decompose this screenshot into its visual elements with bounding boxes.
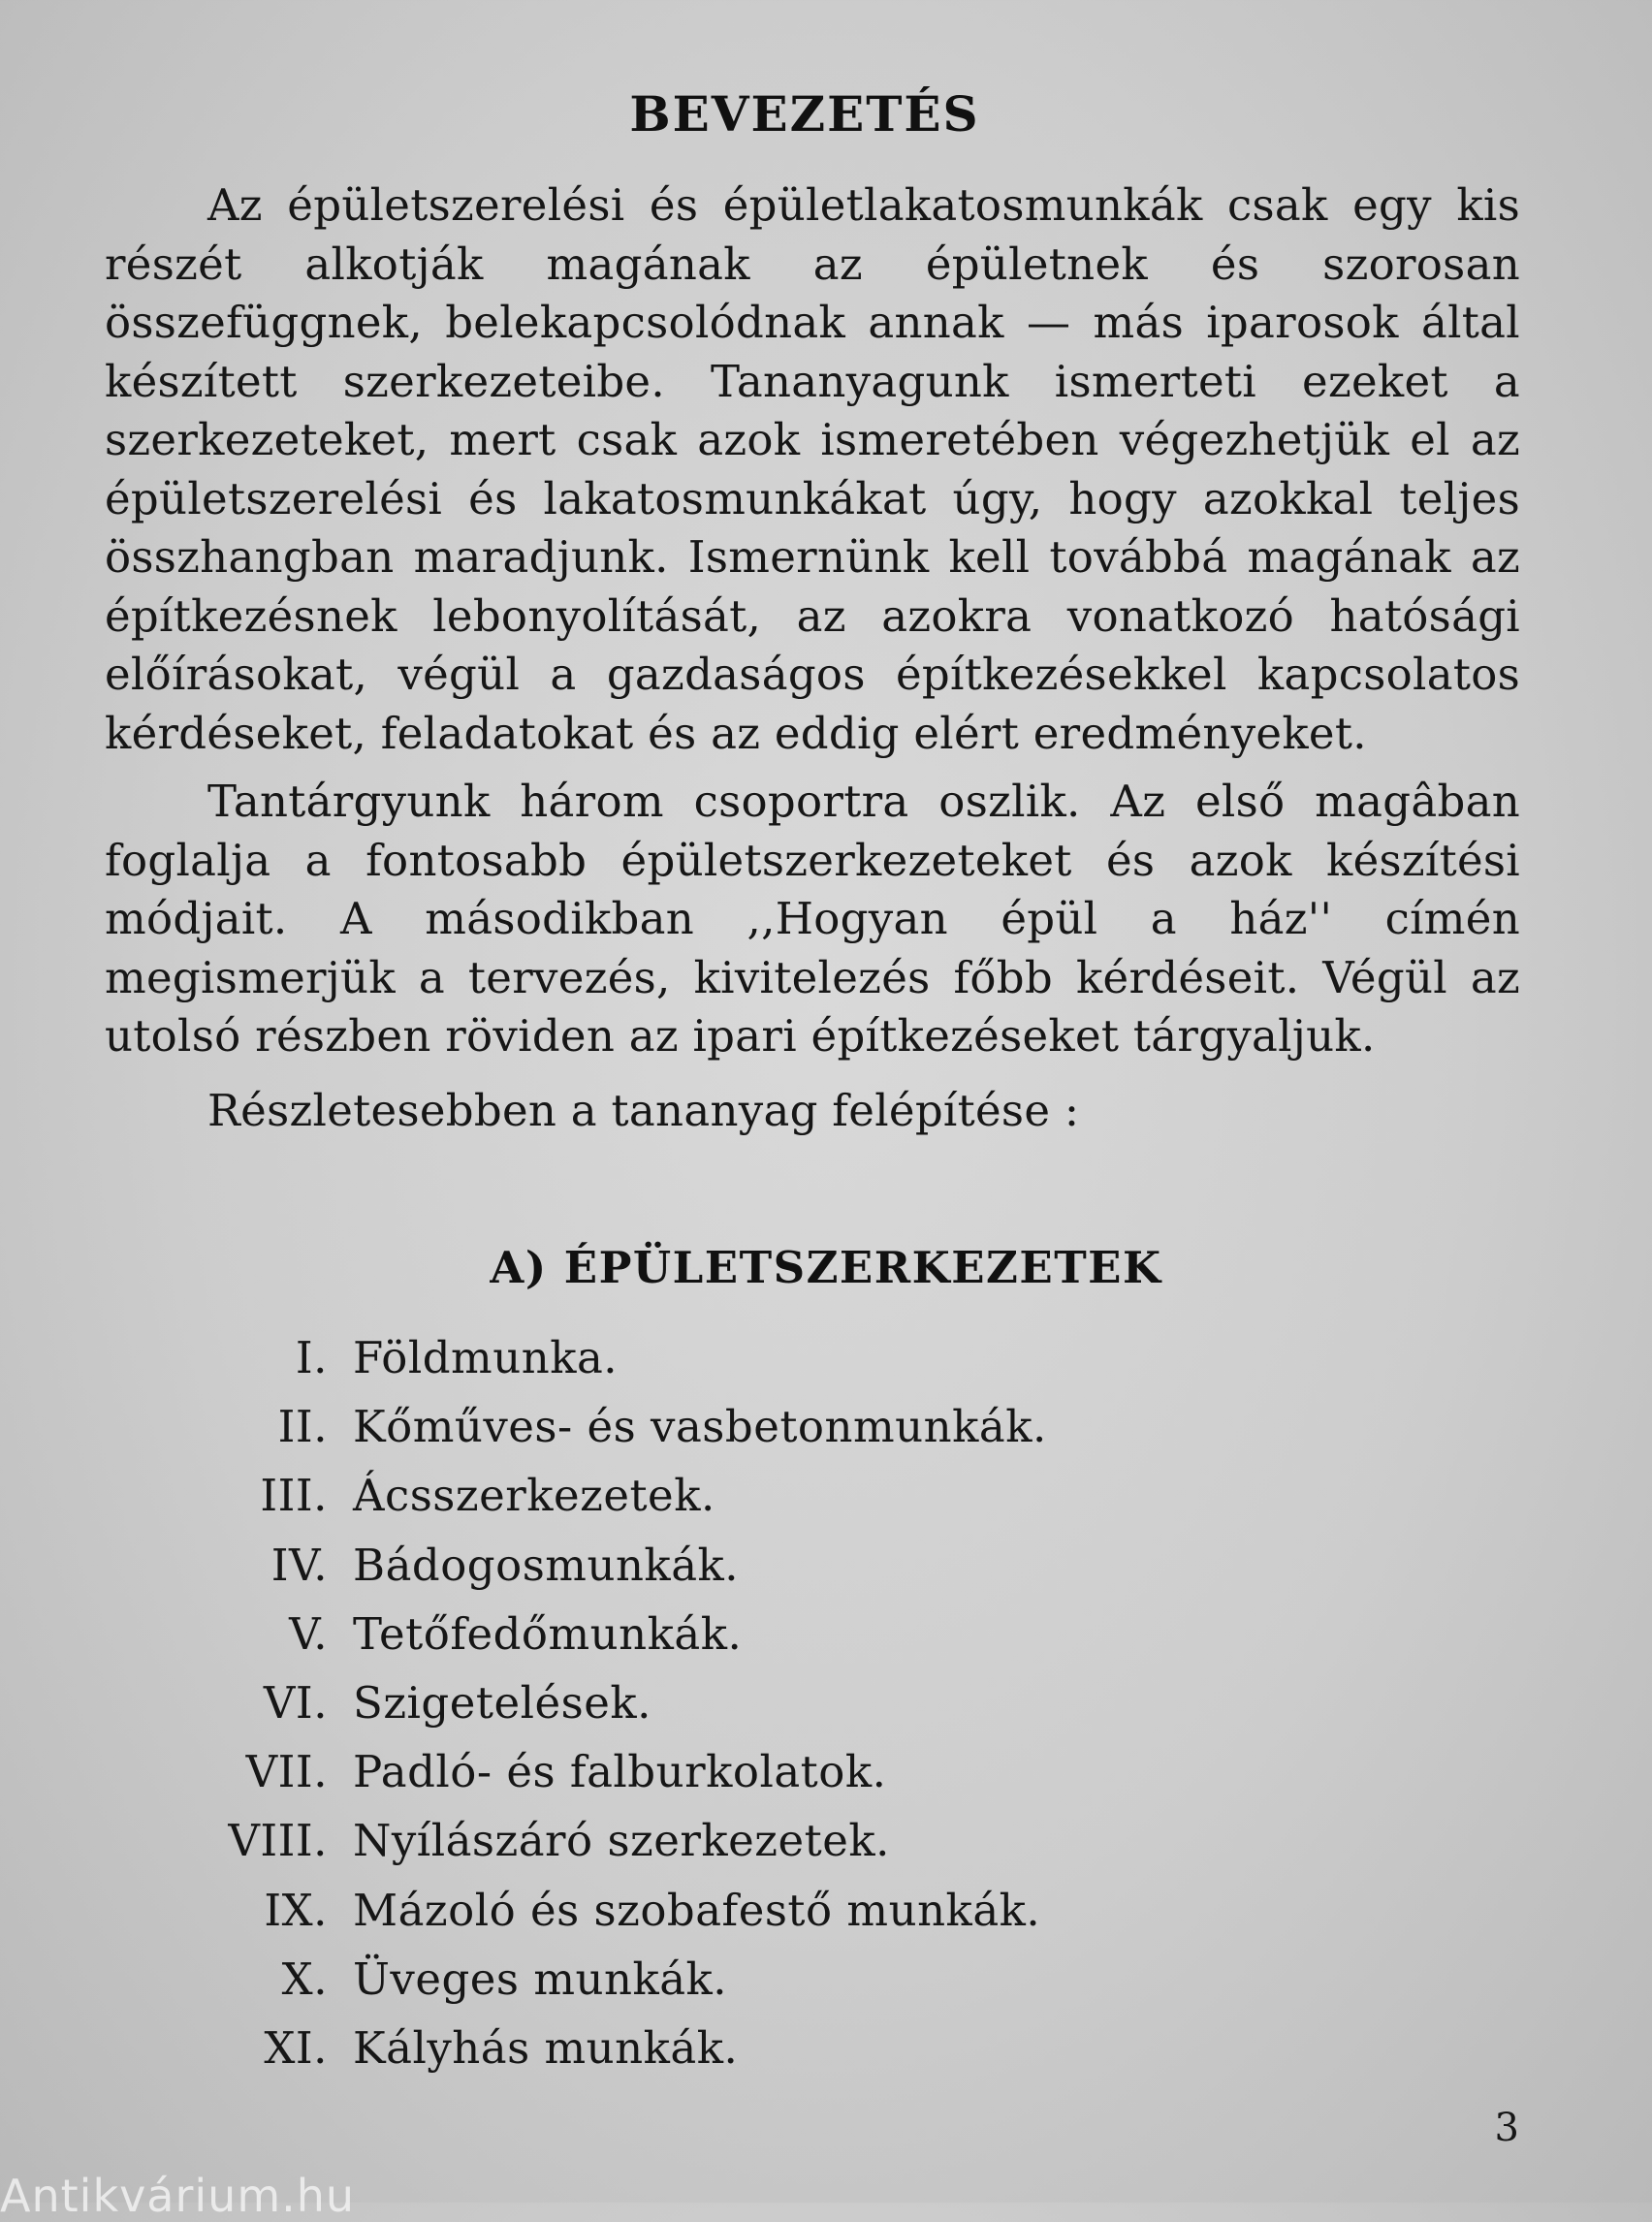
list-item-label: Nyílászáró szerkezetek. (353, 1815, 890, 1867)
list-item-label: Szigetelések. (353, 1676, 651, 1729)
list-item-number: I. (295, 1332, 328, 1383)
list-item-number: VIII. (228, 1815, 328, 1867)
list-item (175, 1677, 1241, 1746)
list-item-label: Mázoló és szobafestő munkák. (353, 1884, 1041, 1936)
list-item-label: Padló- és falburkolatok. (353, 1746, 887, 1798)
list-item-number: III. (260, 1470, 328, 1522)
intro-paragraph-2-text: Tantárgyunk három csoportra oszlik. Az első magâban foglalja a fontosabb épületszerkezeteket és azok készítési módjait. A másodikban ,,Hogyan épül a ház'' címén megismerjük a tervezés, kivitelezés főbb kérdéseit. Végül az utolsó részben röviden az ipari építkezéseket tárgyaljuk. (105, 776, 1520, 1062)
list-item-label: Kályhás munkák. (353, 2021, 739, 2074)
intro-paragraph-3 (105, 1082, 1520, 1141)
intro-paragraph-1 (105, 176, 1520, 763)
list-item-label: Kőműves- és vasbetonmunkák. (353, 1401, 1047, 1453)
page-title: BEVEZETÉS (629, 85, 980, 143)
list-item (175, 1746, 1241, 1815)
list-item (175, 1885, 1241, 1953)
intro-paragraph-1-text: Az épületszerelési és épületlakatosmunkák csak egy kis részét alkotják magának az épületnek és szorosan összefüggnek, belekapcsolódnak annak — más iparosok által készített szerkezeteibe. Tananyagunk ismerteti ezeket a szerkezeteket, mert csak azok ismeretében végezhetjük el az épületszerelési és lakatosmunkákat úgy, hogy azokkal teljes összhangban maradjunk. Ismernünk kell továbbá magának az építkezésnek lebonyolítását, az azokra vonatkozó hatósági előírásokat, végül a gazdaságos építkezésekkel kapcsolatos kérdéseket, feladatokat és az eddig elért eredményeket. (105, 179, 1520, 759)
list-item-number: IV. (270, 1539, 328, 1591)
list-item-number: VI. (263, 1676, 328, 1729)
list-item-number: XI. (264, 2021, 328, 2074)
list-item (175, 1470, 1241, 1539)
list-item-number: VII. (245, 1746, 328, 1798)
list-item-label: Bádogosmunkák. (353, 1539, 740, 1591)
list-item-label: Ácsszerkezetek. (353, 1470, 715, 1522)
intro-paragraph-3-text: Részletesebben a tananyag felépítése : (207, 1085, 1080, 1136)
list-item-number: IX. (264, 1884, 328, 1936)
list-item (175, 1401, 1241, 1470)
page-number: 3 (1494, 2106, 1519, 2150)
list-item-label: Tetőfedőmunkák. (353, 1607, 743, 1660)
list-item (175, 1815, 1241, 1884)
section-contents-list (175, 1332, 1241, 2091)
list-item (175, 1332, 1241, 1401)
list-item (175, 2022, 1241, 2091)
list-item (175, 1608, 1241, 1677)
list-item (175, 1953, 1241, 2022)
list-item (175, 1540, 1241, 1608)
list-item-label: Üveges munkák. (353, 1952, 728, 2005)
list-item-number: V. (289, 1607, 328, 1660)
intro-paragraph-2 (105, 773, 1520, 1066)
list-item-number: X. (281, 1952, 328, 2005)
section-heading: A) ÉPÜLETSZERKEZETEK (490, 1242, 1162, 1293)
watermark: Antikvárium.hu (0, 2170, 356, 2222)
list-item-number: II. (277, 1401, 328, 1453)
list-item-label: Földmunka. (353, 1332, 619, 1383)
